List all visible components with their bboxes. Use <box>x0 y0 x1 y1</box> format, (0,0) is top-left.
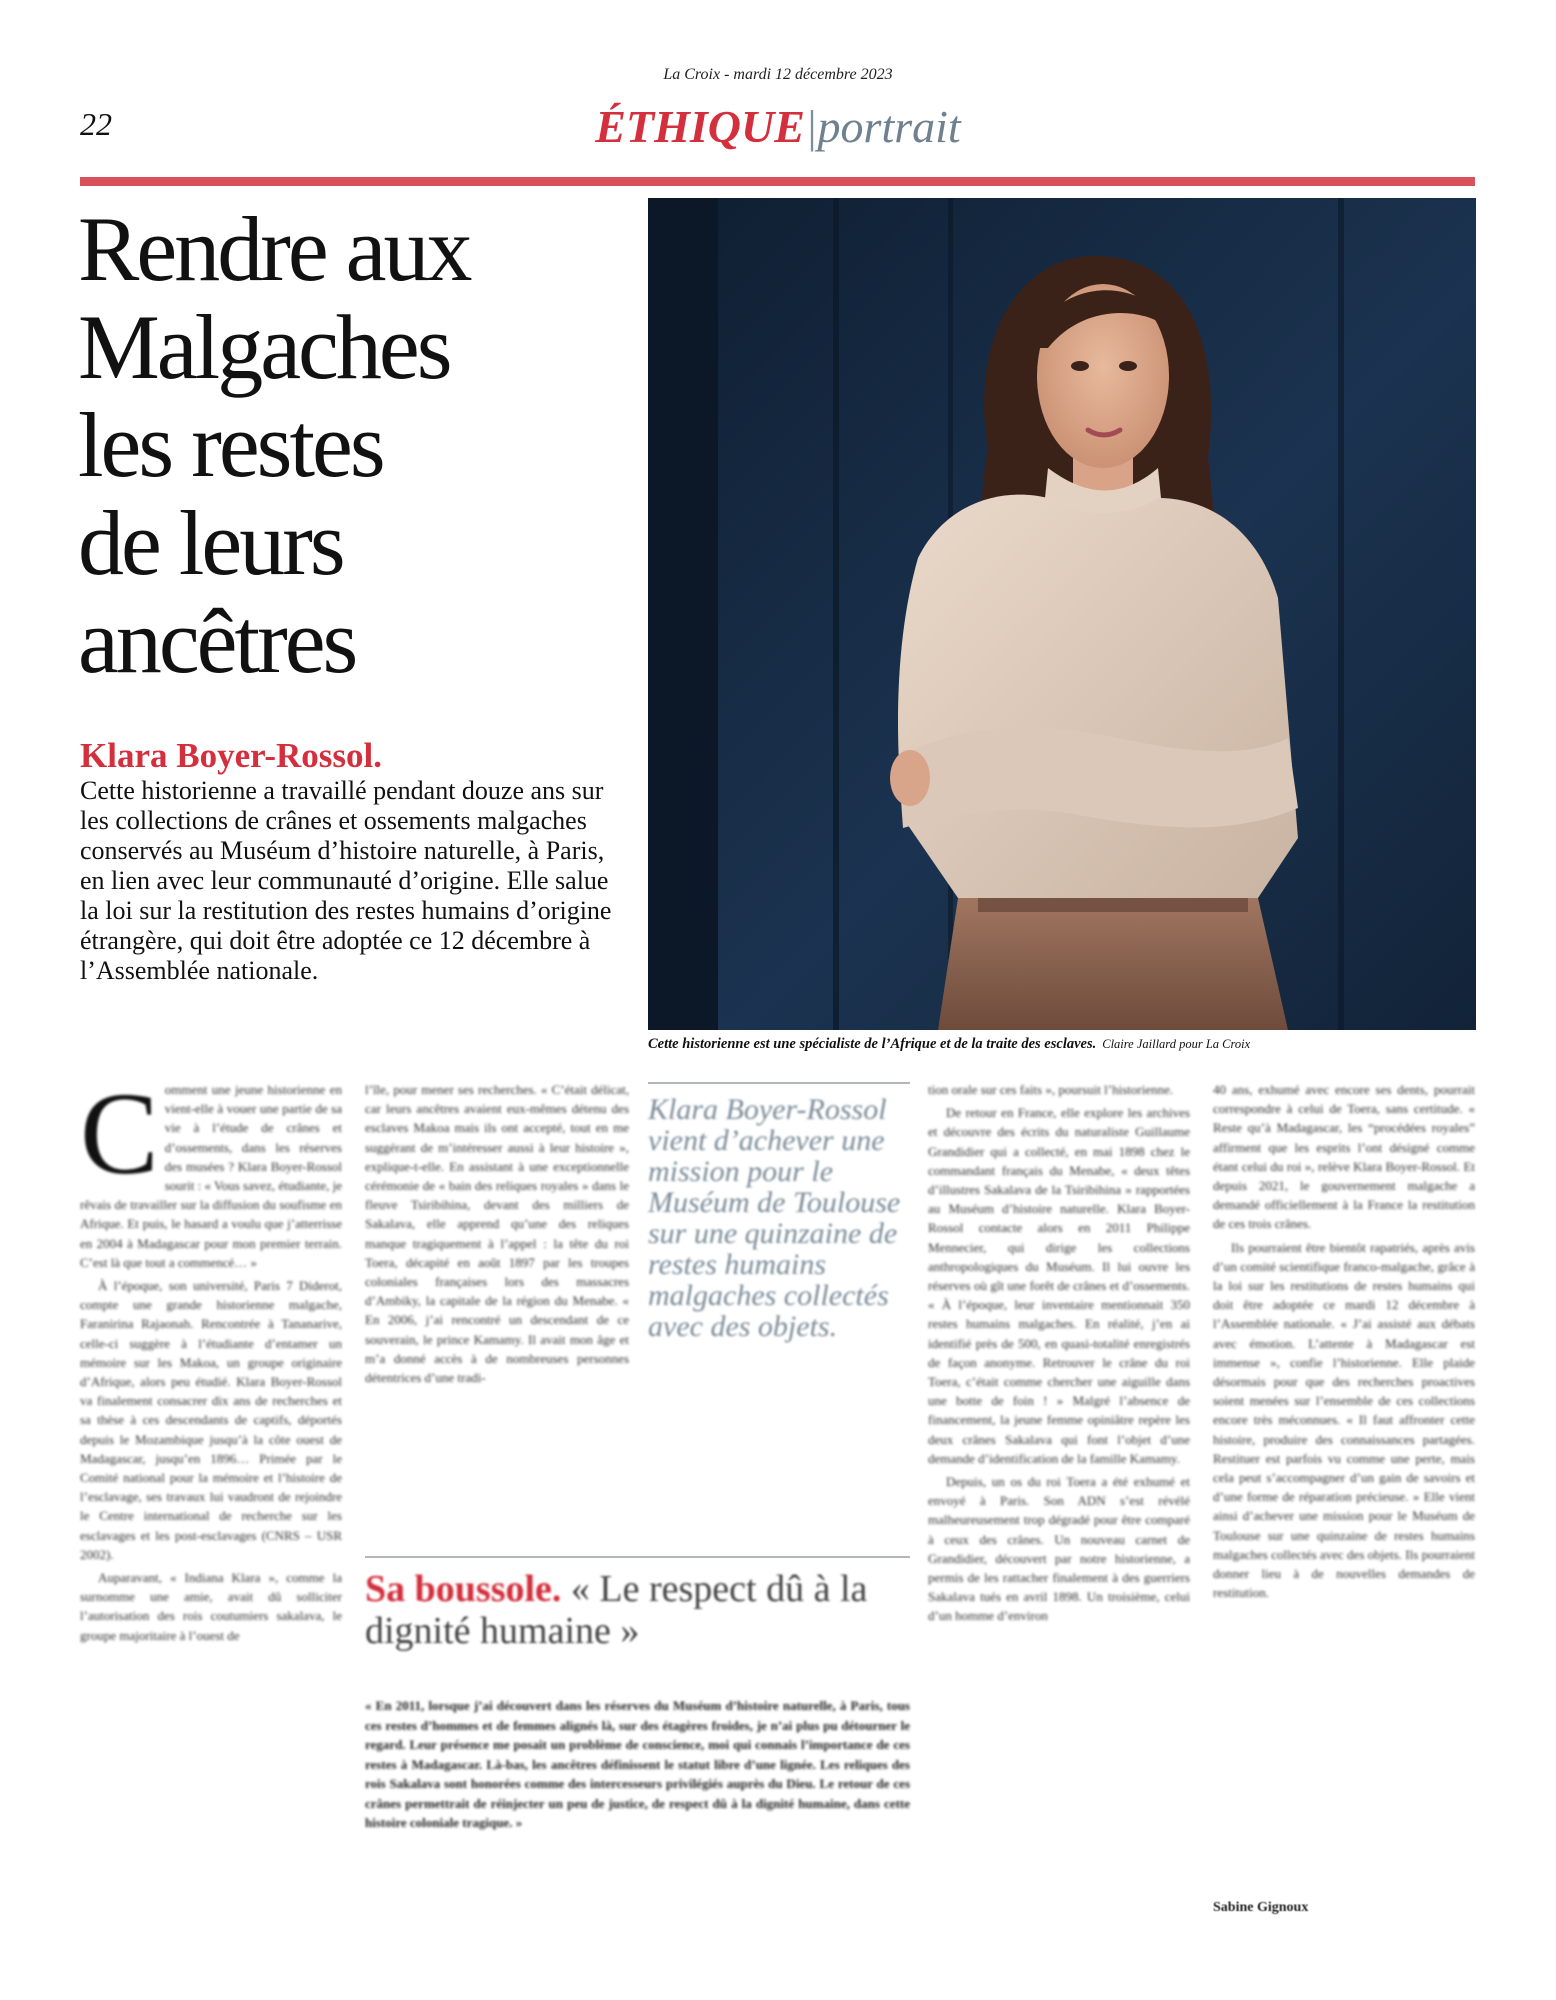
photo-caption <box>648 1036 1478 1053</box>
pullquote-rule <box>648 1082 910 1084</box>
section-label: ÉTHIQUE <box>595 101 805 152</box>
body-paragraph: tion orale sur ces faits », poursuit l’historienne. <box>928 1082 1174 1097</box>
photo-credit: Claire Jaillard pour La Croix <box>1102 1037 1251 1051</box>
portrait-photo <box>648 198 1476 1030</box>
body-paragraph: Depuis, un os du roi Toera a été exhumé et envoyé à Paris. Son ADN s’est révélé malheureusement trop dégradé pour être comparé à ceux des crânes. Un nouveau carnet de Grandidier, découvert par notre historienne, a permis de les rattacher finalement à des guerriers Sakalava tués en avril 1898. Un troisième, celui d’un homme d’environ <box>928 1474 1190 1624</box>
portrait-illustration <box>648 198 1476 1030</box>
article-column-2 <box>365 1080 629 1391</box>
body-paragraph: 40 ans, exhumé avec encore ses dents, pourrait correspondre à celui de Toera, sans certitude. « Reste qu’à Madagascar, les “procédées royales” affirment que les esprits l’ont désigné comme étant celui du roi », relève Klara Boyer-Rossol. Et depuis 2021, le gouvernement malgache a demandé officiellement à la France la restitution de ces trois crânes. <box>1213 1082 1475 1232</box>
compass-heading <box>365 1568 910 1652</box>
body-paragraph: l’île, pour mener ses recherches. « C’était délicat, car leurs ancêtres avaient eux-mêmes détenu des esclaves Makoa mais ils ont accepté, tout en me suggérant de m’intéresser aussi à leur histoire », explique-t-elle. En assistant à une exceptionnelle cérémonie de « bain des reliques royales » dans le fleuve Tsiribihina, devant des milliers de Sakalava, elle apprend qu’une des reliques manque tragiquement à l’appel : la tête du roi Toera, décapité en août 1897 par les troupes coloniales françaises lors des massacres d’Ambiky, la capitale de la région du Menabe. « En 2006, j’ai rencontré un descendant de ce souverain, le prince Kamamy. Il avait mon âge et m’a donné accès à de nombreuses personnes détentrices d’une tradi- <box>365 1082 629 1386</box>
compass-label: Sa boussole. <box>365 1568 562 1610</box>
person-name: Klara Boyer-Rossol. <box>80 736 382 775</box>
caption-text: Cette historienne est une spécialiste de l’Afrique et de la traite des esclaves. <box>648 1036 1097 1052</box>
lead-paragraph: Cette historienne a travaillé pendant douze ans sur les collections de crânes et ossements malgaches conservés au Muséum d’histoire naturelle, à Paris, en lien avec leur communauté d’origine. Elle salue la loi sur la restitution des restes humains d’origine étrangère, qui doit être adoptée ce 12 décembre à l’Assemblée nationale. <box>80 776 612 985</box>
pull-quote: Klara Boyer-Rossol vient d’achever une mission pour le Muséum de Toulouse sur une quinzaine de restes humains malgaches collectés avec des objets. <box>648 1093 901 1343</box>
compass-rule <box>365 1556 910 1558</box>
article-column-4 <box>928 1080 1190 1630</box>
body-paragraph: À l’époque, son université, Paris 7 Diderot, compte une grande historienne malgache, Faranirina Rajaonah. Rencontrée à Tananarive, celle-ci suggère à l’étudiante d’entamer un mémoire sur les Makoa, un groupe originaire d’Afrique, alors peu étudié. Klara Boyer-Rossol va finalement consacrer dix ans de recherches et sa thèse à ces descendants de captifs, déportés depuis le Mozambique jusqu’à la côte ouest de Madagascar, jusqu’en 1896… Primée par le Comité national pour la mémoire et l’histoire de l’esclavage, ses travaux lui vaudront de rejoindre le Centre international de recherche sur les esclavages et les post-esclavages (CNRS – USR 2002). <box>80 1278 342 1562</box>
page-number: 22 <box>80 106 112 142</box>
date-line: La Croix - mardi 12 décembre 2023 <box>663 66 893 83</box>
article-column-1 <box>80 1068 342 1649</box>
compass-quote: « Le respect dû à la dignité humaine » <box>365 1568 868 1652</box>
drop-cap: C <box>80 1068 159 1199</box>
section-separator: | <box>804 101 818 152</box>
headline: Rendre aux Malgaches les restes de leurs ancêtres <box>78 198 470 692</box>
body-paragraph <box>80 1068 342 1272</box>
subsection-label: portrait <box>817 101 961 152</box>
paragraph-text: omment une jeune historienne en vient-elle à vouer une partie de sa vie à l’étude de crânes et d’ossements, dans les réserves des musées ? Klara Boyer-Rossol sourit : « Vous savez, étudiante, je rêvais de travailler sur la diffusion du soufisme en Afrique. Et puis, le hasard a voulu que j’atterrisse en 2004 à Madagascar pour mon premier terrain. C’est là que tout a commencé… » <box>80 1082 342 1270</box>
top-red-rule <box>80 177 1475 186</box>
byline: Sabine Gignoux <box>1213 1900 1309 1915</box>
body-paragraph: Auparavant, « Indiana Klara », comme la surnomme une amie, avait dû solliciter l’autorisation des rois coutumiers sakalava, le groupe majoritaire à l’ouest de <box>80 1570 342 1643</box>
article-column-5 <box>1213 1080 1475 1606</box>
compass-text: « En 2011, lorsque j’ai découvert dans les réserves du Muséum d’histoire naturelle, à Paris, tous ces restes d’hommes et de femmes alignés là, sur des étagères froides, je n’ai plus pu détourner le regard. Leur présence me posait un problème de conscience, moi qui connais l’importance de ces restes à Madagascar. Là-bas, les ancêtres définissent le statut libre d’une lignée. Les reliques des rois Sakalava sont honorées comme des intercesseurs privilégiés auprès du Dieu. Le retour de ces crânes permettrait de réinjecter un peu de justice, de respect dû à la dignité humaine, dans cette histoire coloniale tragique. » <box>365 1698 910 1830</box>
body-paragraph: Ils pourraient être bientôt rapatriés, après avis d’un comité scientifique franco-malgache, grâce à la loi sur les restitutions de restes humains qui doit être adoptée ce mardi 12 décembre à l’Assemblée nationale. « J’ai assisté aux débats avec émotion. L’attente à Madagascar est immense », confie l’historienne. Elle plaide désormais pour que des recherches proactives soient menées sur l’ensemble de ces collections encore très méconnues. « Il faut affronter cette histoire, produire des connaissances partagées. Restituer est parfois vu comme une perte, mais cela peut s’accompagner d’un gain de savoirs et d’une forme de réparation précieuse. » Elle vient ainsi d’achever une mission pour le Muséum de Toulouse sur une quinzaine de restes humains malgaches collectés avec des objets. Ils pourraient donner lieu à de nouvelles demandes de restitution. <box>1213 1239 1475 1601</box>
section-heading <box>0 100 1556 153</box>
body-paragraph: De retour en France, elle explore les archives et découvre des écrits du naturaliste Guillaume Grandidier qui a collecté, en mai 1898 chez le commandant français du Menabe, « deux têtes d’illustres Sakalava de la Tsiribihina » rapportées au Muséum d’histoire naturelle. Klara Boyer-Rossol contacte alors en 2011 Philippe Mennecier, qui dirige les collections anthropologiques du Muséum. Il lui ouvre les réserves où gît une forêt de crânes et d’ossements. « À l’époque, leur inventaire mentionnait 350 restes humains malgaches. En réalité, j’en ai identifié près de 500, en quasi-totalité enregistrés de façon anonyme. Retrouver le crâne du roi Toera, c’était comme chercher une aiguille dans une botte de foin ! » Malgré l’absence de financement, la jeune femme opiniâtre repère les deux crânes Sakalava qui font l’objet d’une demande d’identification de la famille Kamamy. <box>928 1105 1190 1466</box>
